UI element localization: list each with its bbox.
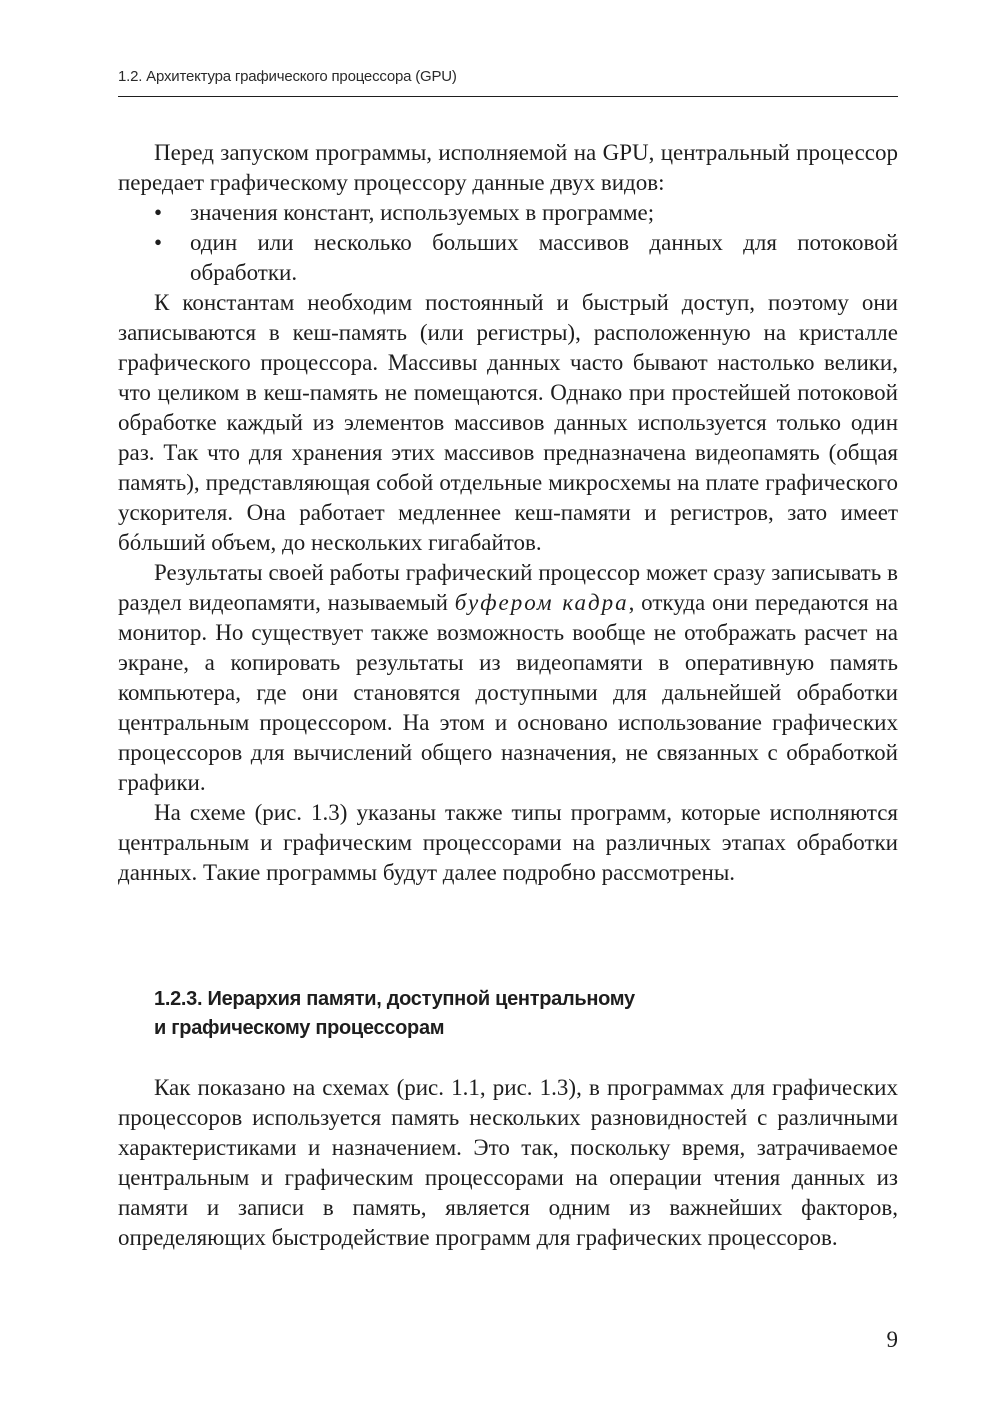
list-item-text: значения констант, используемых в программе; bbox=[190, 200, 655, 225]
paragraph-intro: Перед запуском программы, исполняемой на GPU, центральный процессор передает графическому процессору данные двух видов: bbox=[118, 140, 898, 195]
paragraph-results-start: Результаты своей работы графический процессор может сразу записывать в раздел видеопамяти, называемый bbox=[118, 560, 898, 615]
list-item-text: один или несколько больших массивов данных для потоковой обработки. bbox=[190, 230, 898, 285]
bullet-list bbox=[118, 198, 898, 288]
paragraph-results-end: , откуда они передаются на монитор. Но существует также возможность вообще не отображать расчет на экране, а копировать результаты из видеопамяти в оперативную память компьютера, где они становятся доступными для дальнейшей обработки центральным процессором. На этом и основано использование графических процессоров для вычислений общего назначения, не связанных с обработкой графики. bbox=[118, 590, 898, 795]
page-number: 9 bbox=[886, 1327, 898, 1352]
list-item bbox=[118, 198, 898, 228]
section-heading bbox=[154, 985, 874, 1043]
paragraph-constants: К константам необходим постоянный и быстрый доступ, поэтому они записываются в кеш-память (или регистры), расположенную на кристалле графического процессора. Массивы данных часто бывают настолько велики, что целиком в кеш-память не помещаются. Однако при простейшей потоковой обработке каждый из элементов массивов данных используется только один раз. Так что для хранения этих массивов предназначена видеопамять (общая память), представляющая собой отдельные микросхемы на плате графического ускорителя. Она работает медленнее кеш-памяти и регистров, зато имеет бóльший объем, до нескольких гигабайтов. bbox=[118, 290, 898, 555]
running-header: 1.2. Архитектура графического процессора (GPU) bbox=[118, 68, 457, 85]
section-heading-line-1: 1.2.3. Иерархия памяти, доступной центральному bbox=[154, 988, 635, 1010]
paragraph-memory: Как показано на схемах (рис. 1.1, рис. 1.3), в программах для графических процессоров используется память нескольких разновидностей с различными характеристиками и назначением. Это так, поскольку время, затрачиваемое центральным и графическим процессорами на операции чтения данных из памяти и записи в память, является одним из важнейших факторов, определяющих быстродействие программ для графических процессоров. bbox=[118, 1075, 898, 1250]
section-heading-line-2: и графическому процессорам bbox=[154, 1017, 445, 1039]
paragraph-results bbox=[118, 558, 898, 798]
header-rule bbox=[118, 96, 898, 97]
emphasized-term: буфером кадра bbox=[454, 590, 629, 615]
bullet-icon: • bbox=[154, 200, 163, 225]
paragraph-scheme: На схеме (рис. 1.3) указаны также типы программ, которые исполняются центральным и графическим процессорами на различных этапах обработки данных. Такие программы будут далее подробно рассмотрены. bbox=[118, 800, 898, 885]
section-text bbox=[118, 1073, 898, 1253]
bullet-icon: • bbox=[154, 230, 163, 255]
list-item bbox=[118, 228, 898, 288]
body-text bbox=[118, 138, 898, 888]
